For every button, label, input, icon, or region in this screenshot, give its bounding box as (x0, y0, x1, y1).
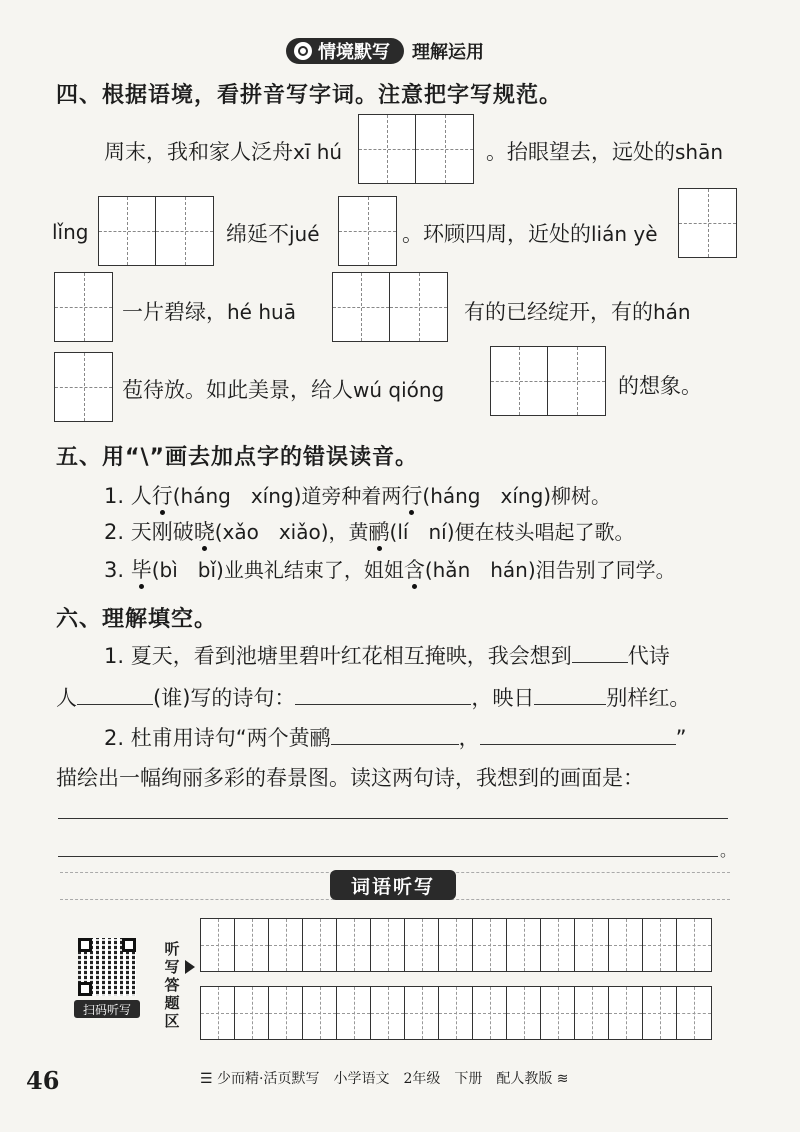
sec5-item1: 1. 人行(háng xíng)道旁种着两行(háng xíng)柳树。 (104, 484, 612, 508)
section-5-title: 五、用“\”画去加点字的错误读音。 (56, 445, 418, 470)
sec5-item2: 2. 天刚破晓(xǎo xiǎo)，黄鹂(lí ní)便在枝头唱起了歌。 (104, 520, 635, 544)
sec6-end-mark: 。 (720, 841, 737, 860)
sec5-item3: 3. 毕(bì bǐ)业典礼结束了，姐姐含(hǎn hán)泪告别了同学。 (104, 558, 676, 582)
answer-grid-hehua[interactable] (332, 272, 448, 342)
sec4-line3a: 一片碧绿，hé huā (122, 300, 296, 324)
sec6-q2-line2: 描绘出一幅绚丽多彩的春景图。读这两句诗，我想到的画面是： (56, 766, 644, 790)
footer-info: ☰ 少而精·活页默写 小学语文 2年级 下册 配人教版 ≋ (200, 1071, 569, 1087)
answer-grid-ye[interactable] (54, 272, 113, 342)
blank-poem-line1[interactable] (331, 724, 459, 745)
dictation-row-2[interactable] (200, 986, 712, 1040)
sec4-line2a: 绵延不jué (226, 222, 320, 246)
blank-verse[interactable] (295, 684, 471, 705)
arrow-right-icon (185, 960, 195, 974)
blank-flower[interactable] (534, 684, 606, 705)
sec4-pinyin-ling: lǐng (52, 220, 89, 244)
answer-line-1[interactable] (58, 818, 728, 819)
answer-grid-jue[interactable] (338, 196, 397, 266)
sec4-line4b: 的想象。 (618, 374, 702, 398)
sec6-q2-line1: 2. 杜甫用诗句“两个黄鹂 ， ” (104, 726, 687, 750)
banner-tag: 情境默写 (286, 38, 404, 64)
sec4-line4a: 苞待放。如此美景，给人wú qióng (122, 378, 445, 402)
blank-dynasty[interactable] (572, 642, 628, 663)
section-4-title: 四、根据语境，看拼音写字词。注意把字写规范。 (56, 83, 563, 108)
sec4-line1b: 。抬眼望去，远处的shān (486, 140, 724, 164)
dictation-title: 词语听写 (330, 870, 456, 900)
answer-area-label: 听写答题区 (164, 940, 180, 1030)
answer-grid-xihu[interactable] (358, 114, 474, 184)
section-banner (286, 38, 484, 64)
answer-grid-wuqiong[interactable] (490, 346, 606, 416)
answer-grid-han[interactable] (54, 352, 113, 422)
qr-label: 扫码听写 (74, 1000, 140, 1018)
dictation-row-1[interactable] (200, 918, 712, 972)
sec4-line2b: 。环顾四周，近处的lián yè (402, 222, 658, 246)
answer-grid-shanling[interactable] (98, 196, 214, 266)
banner-subtitle: 理解运用 (412, 42, 484, 63)
sec4-line1a: 周末，我和家人泛舟xī hú (104, 140, 343, 164)
blank-poem-line2[interactable] (480, 724, 676, 745)
page-number: 46 (26, 1066, 60, 1095)
section-6-title: 六、理解填空。 (56, 607, 218, 632)
sec4-line3b: 有的已经绽开，有的hán (464, 300, 691, 324)
blank-poet[interactable] (77, 684, 153, 705)
banner-icon (294, 42, 312, 60)
answer-grid-lianye[interactable] (678, 188, 737, 258)
sec6-q1-line1: 1. 夏天，看到池塘里碧叶红花相互掩映，我会想到 代诗 (104, 644, 670, 668)
answer-line-2[interactable] (58, 856, 718, 857)
qr-code[interactable] (78, 938, 136, 996)
sec6-q1-line2: 人 (谁)写的诗句： ，映日 别样红。 (56, 686, 691, 710)
